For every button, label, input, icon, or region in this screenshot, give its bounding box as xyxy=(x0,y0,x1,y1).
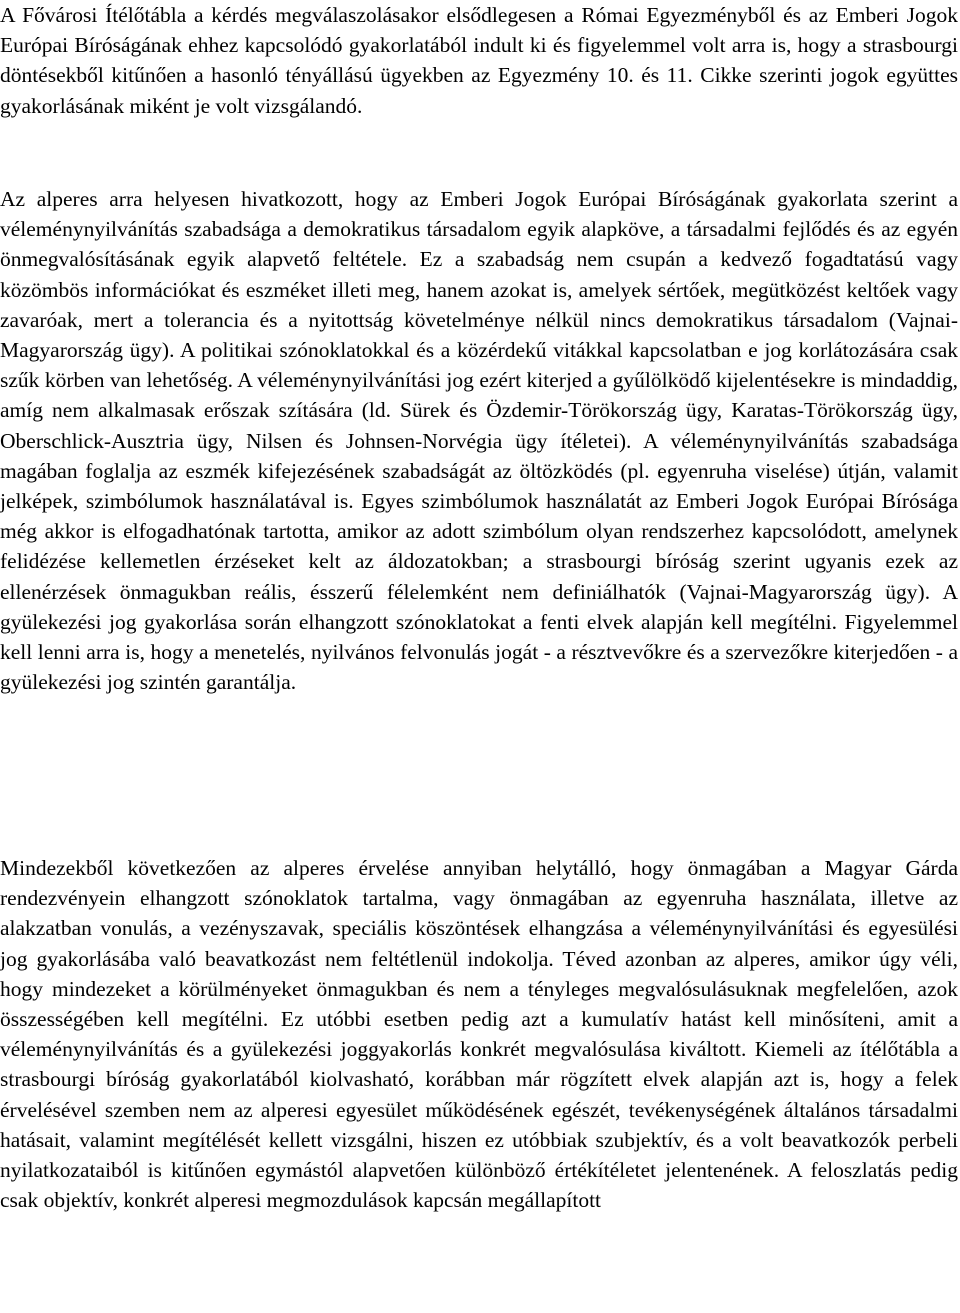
paragraph-echr-case-law: Az alperes arra helyesen hivatkozott, hogy az Emberi Jogok Európai Bíróságának gyakorlata szerint a véleménynyilvánítás szabadsága a demokratikus társadalom egyik alapköve, a társadalmi fejlődés és az egyén önmegvalósításának egyik alapvető feltétele. Ez a szabadság nem csupán a kedvező fogadtatású vagy közömbös információkat és eszméket illeti meg, hanem azokat is, amelyek sértőek, megütközést keltőek vagy zavaróak, mert a tolerancia és a nyitottság követelménye nélkül nincs demokratikus társadalom (Vajnai-Magyarország ügy). A politikai szónoklatokkal és a közérdekű vitákkal kapcsolatban e jog korlátozására csak szűk körben van lehetőség. A véleménynyilvánítási jog ezért kiterjed a gyűlölködő kijelentésekre is mindaddig, amíg nem alkalmasak erőszak szítására (ld. Sürek és Özdemir-Törökország ügy, Karatas-Törökország ügy, Oberschlick-Ausztria ügy, Nilsen és Johnsen-Norvégia ügy ítéletei). A véleménynyilvánítás szabadsága magában foglalja az eszmék kifejezésének szabadságát az öltözködés (pl. egyenruha viselése) útján, valamit jelképek, szimbólumok használatával is. Egyes szimbólumok használatát az Emberi Jogok Európai Bírósága még akkor is elfogadhatónak tartotta, amikor az adott szimbólum olyan rendszerhez kapcsolódott, amelynek felidézése kellemetlen érzéseket kelt az áldozatokban; a strasbourgi bíróság szerint ugyanis ezek az ellenérzések önmagukban reális, ésszerű félelemként nem definiálhatók (Vajnai-Magyarország ügy). A gyülekezési jog gyakorlása során elhangzott szónoklatokat a fenti elvek alapján kell megítélni. Figyelemmel kell lenni arra is, hogy a menetelés, nyilvános felvonulás jogát - a résztvevőkre és a szervezőkre kiterjedően - a gyülekezési jog szintén garantálja. xyxy=(0,187,958,695)
paragraph-conclusion: Mindezekből következően az alperes érvelése annyiban helytálló, hogy önmagában a Magyar Gárda rendezvényein elhangzott szónoklatok tartalma, vagy önmagában az egyenruha használata, illetve az alakzatban vonulás, a vezényszavak, speciális köszöntések elhangzása a véleménynyilvánítási és egyesülési jog gyakorlásába való beavatkozást nem feltétlenül indokolja. Téved azonban az alperes, amikor úgy véli, hogy mindezeket a körülményeket önmagukban és nem a tényleges megvalósulásuknak megfelelően, azok összességében kell megítélni. Ez utóbbi esetben pedig azt a kumulatív hatást kell minősíteni, amit a véleménynyilvánítás és a gyülekezési joggyakorlás konkrét megvalósulása kiváltott. Kiemeli az ítélőtábla a strasbourgi bíróság gyakorlatából kiolvasható, korábban már rögzített elvek alapján azt is, hogy a felek érvelésével szemben nem az alperesi egyesület működésének egészét, tevékenységének általános társadalmi hatásait, valamint megítélését kellett vizsgálni, hiszen ez utóbbiak szubjektív, és a volt beavatkozók perbeli nyilatkozataiból is kitűnően egymástól alapvetően különböző értékítéletet jelentenének. A feloszlatás pedig csak objektív, konkrét alperesi megmozdulások kapcsán megállapított xyxy=(0,856,958,1213)
paragraph-intro: A Fővárosi Ítélőtábla a kérdés megválaszolásakor elsődlegesen a Római Egyezményből és az Emberi Jogok Európai Bíróságának ehhez kapcsolódó gyakorlatából indult ki és figyelemmel volt arra is, hogy a strasbourgi döntésekből kitűnően a hasonló tényállású ügyekben az Egyezmény 10. és 11. Cikke szerinti jogok együttes gyakorlásának miként je volt vizsgálandó. xyxy=(0,3,958,118)
